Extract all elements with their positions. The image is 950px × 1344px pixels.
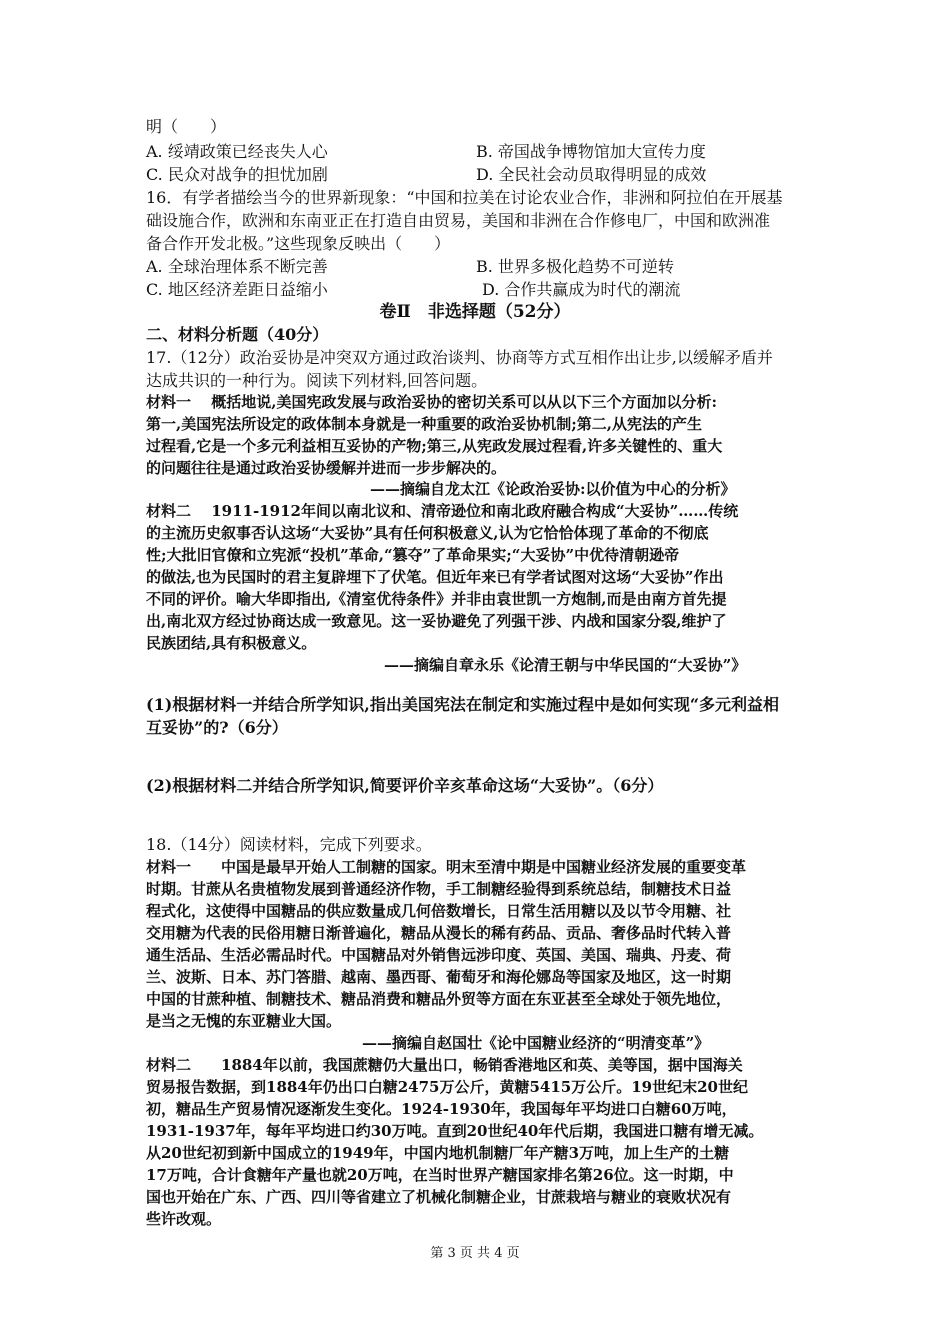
q18-material2-line5: 从20世纪初到新中国成立的1949年，中国内地机制糖厂年产糖3万吨，加上生产的土糖 <box>146 1144 730 1162</box>
q18-material2-line2: 贸易报告数据，到1884年仍出口白糖2475万公斤，黄糖5415万公斤。19世纪末20世纪 <box>146 1078 748 1096</box>
q17-material1-line3: 过程看,它是一个多元利益相互妥协的产物;第三,从宪政发展过程看,许多关键性的、重大 <box>146 437 723 455</box>
q16-option-d: D. 合作共赢成为时代的潮流 <box>482 280 681 299</box>
q15-option-c: C. 民众对战争的担忧加剧 <box>146 165 328 184</box>
q18-material2-line6: 17万吨，合计食糖年产量也就20万吨，在当时世界产糖国家排名第26位。这一时期，中 <box>146 1166 734 1184</box>
q16-stem-line1: 16．有学者描绘当今的世界新现象：“中国和拉美在讨论农业合作，非洲和阿拉伯在开展基 <box>146 188 783 207</box>
q17-material2-line2: 的主流历史叙事否认这场“大妥协”具有任何积极意义,认为它恰恰体现了革命的不彻底 <box>146 524 709 542</box>
q18-material2-line7: 国也开始在广东、广西、四川等省建立了机械化制糖企业，甘蔗栽培与糖业的衰败状况有 <box>146 1188 732 1206</box>
q17-subquestion1-line2: 互妥协”的?（6分） <box>146 718 288 737</box>
q18-material1-line7: 中国的甘蔗种植、制糖技术、糖品消费和糖品外贸等方面在东亚甚至全球处于领先地位， <box>146 990 732 1008</box>
q17-material2-line3: 性;大批旧官僚和立宪派“投机”革命,“篡夺”了革命果实;“大妥协”中优待清朝逊帝 <box>146 546 680 564</box>
page-footer: 第 3 页 共 4 页 <box>430 1246 520 1261</box>
q18-material2-line8: 些许改观。 <box>146 1210 222 1228</box>
q18-material2-line3: 初，糖品生产贸易情况逐渐发生变化。1924-1930年，我国每年平均进口白糖60万吨， <box>146 1100 737 1118</box>
q18-material1-source: ——摘编自赵国壮《论中国糖业经济的“明清变革”》 <box>362 1034 710 1052</box>
q18-material1-line8: 是当之无愧的东亚糖业大国。 <box>146 1012 342 1030</box>
q18-material1-line2: 时期。甘蔗从名贵植物发展到普通经济作物，手工制糖经验得到系统总结，制糖技术日益 <box>146 880 732 898</box>
q15-option-b: B. 帝国战争博物馆加大宣传力度 <box>476 142 706 161</box>
q17-material1-line1: 材料一 概括地说,美国宪政发展与政治妥协的密切关系可以从以下三个方面加以分析: <box>146 393 717 411</box>
q17-intro-line1: 17.（12分）政治妥协是冲突双方通过政治谈判、协商等方式互相作出让步,以缓解矛盾并 <box>146 348 773 367</box>
q18-material1-line4: 交用糖为代表的民俗用糖日渐普遍化，糖品从漫长的稀有药品、贡品、奢侈品时代转入普 <box>146 924 732 942</box>
q18-material1-line5: 通生活品、生活必需品时代。中国糖品对外销售远涉印度、英国、美国、瑞典、丹麦、荷 <box>146 946 732 964</box>
q18-material1-line6: 兰、波斯、日本、苏门答腊、越南、墨西哥、葡萄牙和海伦娜岛等国家及地区，这一时期 <box>146 968 732 986</box>
q17-material1-line4: 的问题往往是通过政治妥协缓解并进而一步步解决的。 <box>146 459 507 477</box>
q16-option-a: A. 全球治理体系不断完善 <box>146 257 328 276</box>
q16-option-b: B. 世界多极化趋势不可逆转 <box>476 257 674 276</box>
q18-material1-line1: 材料一 中国是最早开始人工制糖的国家。明末至清中期是中国糖业经济发展的重要变革 <box>146 858 747 876</box>
volume-2-title: 卷Ⅱ 非选择题（52分） <box>379 302 571 322</box>
q18-material2-line4: 1931-1937年，每年平均进口约30万吨。直到20世纪40年代后期，我国进口糖有增无减。 <box>146 1122 764 1140</box>
q17-material2-line1: 材料二 1911-1912年间以南北议和、清帝逊位和南北政府融合构成“大妥协”……传统 <box>146 502 739 520</box>
q16-stem-line2: 础设施合作，欧洲和东南亚正在打造自由贸易，美国和非洲在合作修电厂，中国和欧洲准 <box>146 211 771 230</box>
q18-material2-line1: 材料二 1884年以前，我国蔗糖仍大量出口，畅销香港地区和英、美等国，据中国海关 <box>146 1056 743 1074</box>
q15-option-a: A. 绥靖政策已经丧失人心 <box>146 142 328 161</box>
q17-material2-line4: 的做法,也为民国时的君主复辟埋下了伏笔。但近年来已有学者试图对这场“大妥协”作出 <box>146 568 724 586</box>
q17-material2-source: ——摘编自章永乐《论清王朝与中华民国的“大妥协”》 <box>384 656 747 674</box>
q16-stem-line3: 备合作开发北极。”这些现象反映出（ ） <box>146 234 451 253</box>
q17-material1-source: ——摘编自龙太江《论政治妥协:以价值为中心的分析》 <box>370 480 736 498</box>
q15-stem-end: 明（ ） <box>146 117 227 136</box>
q17-material2-line6: 出,南北双方经过协商达成一致意见。这一妥协避免了列强干涉、内战和国家分裂,维护了 <box>146 612 727 630</box>
q15-option-d: D. 全民社会动员取得明显的成效 <box>476 165 707 184</box>
q17-material2-line7: 民族团结,具有积极意义。 <box>146 634 317 652</box>
part-2-title: 二、材料分析题（40分） <box>146 325 329 344</box>
q17-subquestion2: (2)根据材料二并结合所学知识,简要评价辛亥革命这场“大妥协”。（6分） <box>146 776 664 795</box>
q17-intro-line2: 达成共识的一种行为。阅读下列材料,回答问题。 <box>146 371 488 390</box>
q17-subquestion1-line1: (1)根据材料一并结合所学知识,指出美国宪法在制定和实施过程中是如何实现“多元利益相 <box>146 695 780 714</box>
q18-material1-line3: 程式化，这使得中国糖品的供应数量成几何倍数增长，日常生活用糖以及以节令用糖、社 <box>146 902 732 920</box>
q18-intro: 18.（14分）阅读材料，完成下列要求。 <box>146 835 432 854</box>
q17-material1-line2: 第一,美国宪法所设定的政体制本身就是一种重要的政治妥协机制;第二,从宪法的产生 <box>146 415 702 433</box>
q17-material2-line5: 不同的评价。喻大华即指出,《清室优待条件》并非由袁世凯一方炮制,而是由南方首先提 <box>146 590 727 608</box>
q16-option-c: C. 地区经济差距日益缩小 <box>146 280 328 299</box>
